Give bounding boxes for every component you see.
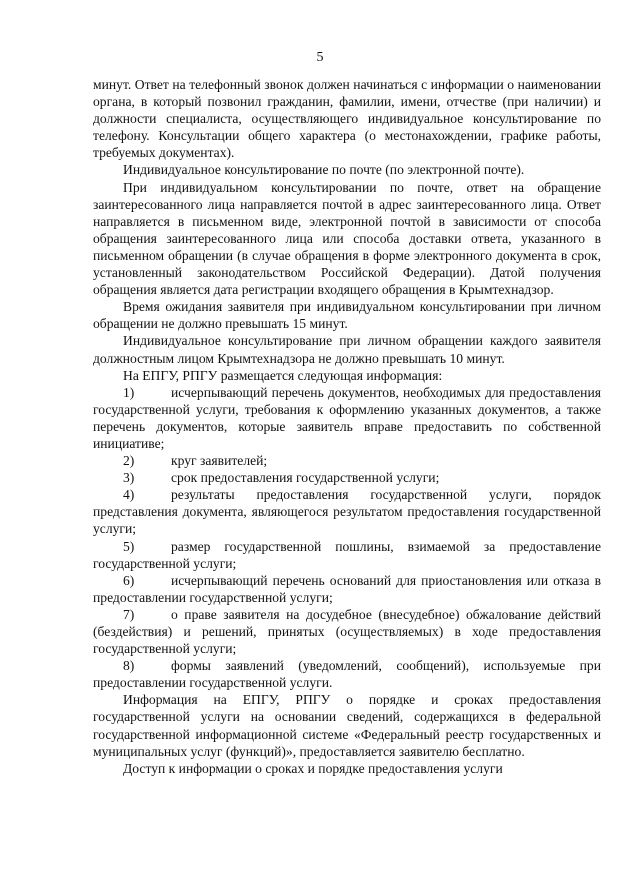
list-item-number: 1)	[123, 384, 135, 400]
list-item	[93, 572, 601, 606]
paragraph: Индивидуальное консультирование по почте (по электронной почте).	[123, 162, 525, 178]
page-number: 5	[316, 50, 324, 65]
list-item-text: формы заявлений (уведомлений, сообщений), используемые при предоставлении государственной услуги.	[93, 658, 601, 691]
list-item	[93, 384, 601, 452]
paragraph: При индивидуальном консультировании по почте, ответ на обращение заинтересованного лица направляется почтой в адрес заинтересованного лица. Ответ направляется в письменном виде, электронной почтой в зависимости от способа обращения заинтересованного лица или способа доставки ответа, указанного в письменном обращении (в случае обращения в форме электронного документа в срок, установленный законодательством Российской Федерации). Датой получения обращения является дата регистрации входящего обращения в Крымтехнадзор.	[93, 179, 601, 298]
paragraph: Время ожидания заявителя при индивидуальном консультировании при личном обращении не должно превышать 15 минут.	[93, 299, 601, 332]
paragraph: Индивидуальное консультирование при личном обращении каждого заявителя должностным лицом Крымтехнадзора не должно превышать 10 минут.	[93, 333, 601, 366]
list-item-number: 8)	[123, 658, 135, 674]
paragraph: На ЕПГУ, РПГУ размещается следующая информация:	[123, 367, 443, 383]
list-item	[93, 469, 601, 486]
list-item	[93, 452, 601, 469]
document-body	[93, 76, 601, 777]
list-item-text: о праве заявителя на досудебное (внесудебное) обжалование действий (бездействия) и решений, принятых (осуществляемых) в ходе предоставления государственной услуги;	[93, 606, 601, 657]
list-item-number: 3)	[123, 470, 135, 486]
paragraph: Доступ к информации о сроках и порядке предоставления услуги	[123, 760, 503, 776]
list-item-text: срок предоставления государственной услуги;	[171, 470, 440, 486]
list-item-text: круг заявителей;	[171, 453, 268, 469]
list-item-number: 7)	[123, 606, 135, 622]
list-item-number: 5)	[123, 538, 135, 554]
list-item-number: 2)	[123, 453, 135, 469]
list-item-text: результаты предоставления государственной услуги, порядок представления документа, являющегося результатом предоставления государственной услуги;	[93, 487, 601, 537]
list-item	[93, 606, 601, 657]
list-item	[93, 486, 601, 537]
paragraph: минут. Ответ на телефонный звонок должен начинаться с информации о наименовании органа, в который позвонил гражданин, фамилии, имени, отчестве (при наличии) и должности специалиста, осуществляющего индивидуальное консультирование по телефону. Консультации общего характера (о местонахождении, графике работы, требуемых документах).	[93, 77, 601, 161]
list-item-text: размер государственной пошлины, взимаемой за предоставление государственной услуги;	[93, 538, 601, 571]
list-item	[93, 657, 601, 691]
list-item-number: 6)	[123, 572, 135, 588]
list-item-number: 4)	[123, 487, 135, 503]
list-item-text: исчерпывающий перечень оснований для приостановления или отказа в предоставлении государственной услуги;	[93, 572, 601, 605]
paragraph: Информация на ЕПГУ, РПГУ о порядке и сроках предоставления государственной услуги на основании сведений, содержащихся в федеральной государственной информационной системе «Федеральный реестр государственных и муниципальных услуг (функций)», предоставляется заявителю бесплатно.	[93, 692, 601, 759]
list-item	[93, 538, 601, 572]
list-item-text: исчерпывающий перечень документов, необходимых для предоставления государственной услуги, требования к оформлению указанных документов, а также перечень документов, которые заявитель вправе предоставить по собственной инициативе;	[93, 384, 601, 451]
